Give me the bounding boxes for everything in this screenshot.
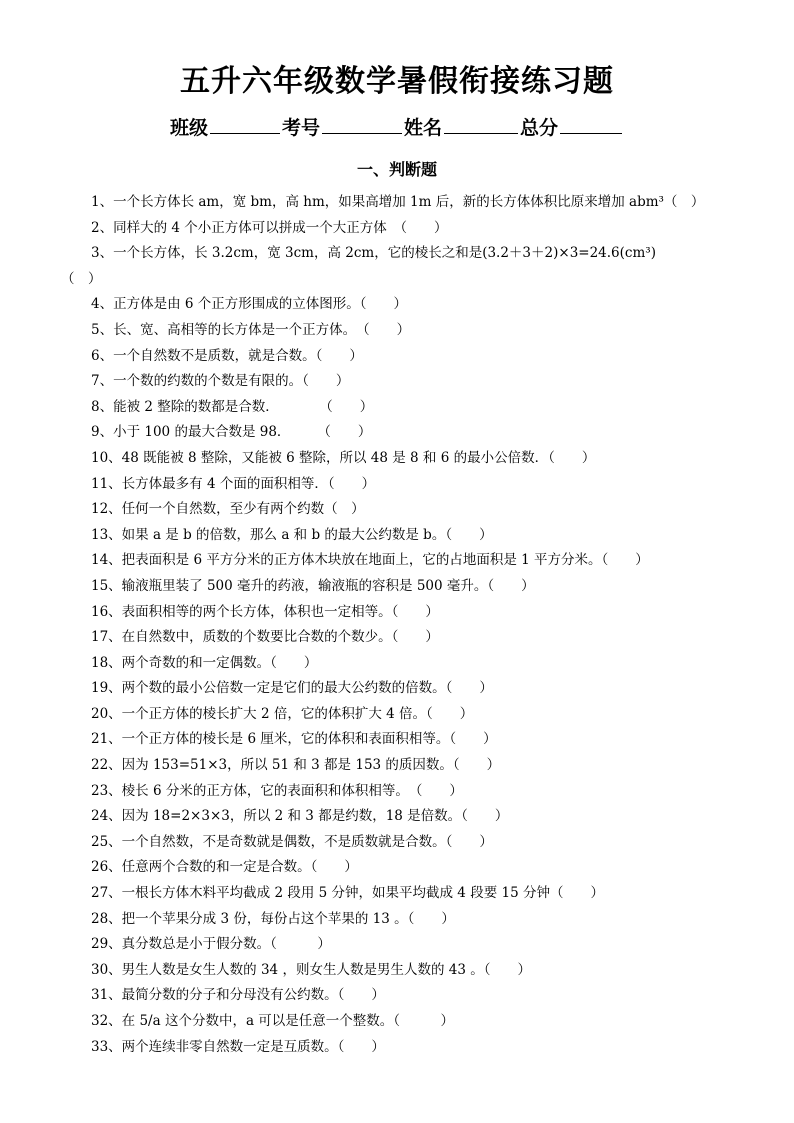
question-item: 11、长方体最多有 4 个面的面积相等．（ ） [91,475,376,492]
question-list [0,190,794,1060]
question-item: 9、小于 100 的最大合数是 98． （ ） [91,424,372,441]
name-blank[interactable] [444,115,518,134]
question-item: 29、真分数总是小于假分数。（ ） [91,936,331,953]
exam-number-blank[interactable] [322,115,402,134]
question-item: 30、男生人数是女生人数的 34 ，则女生人数是男生人数的 43 。（ ） [91,961,531,978]
class-label: 班级 [169,117,208,139]
question-item: 24、因为 18=2×3×3，所以 2 和 3 都是约数，18 是倍数。（ ） [91,808,509,825]
question-item: 19、两个数的最小公倍数一定是它们的最大公约数的倍数。（ ） [91,680,493,697]
question-item: 8、能被 2 整除的数都是合数． （ ） [91,398,374,415]
question-item: 10、48 既能被 8 整除，又能被 6 整除，所以 48 是 8 和 6 的最小公倍数．（ ） [91,449,596,466]
section-heading: 一、判断题 [356,160,437,179]
question-item: 25、一个自然数，不是奇数就是偶数，不是质数就是合数。（ ） [91,833,493,850]
question-item: 23、棱长 6 分米的正方体，它的表面积和体积相等。 （ ） [91,782,463,799]
question-text: 3、一个长方体，长 3.2cm，宽 3cm，高 2cm，它的棱长之和是(3.2＋3＋2)×3=24.6(cm³) [91,245,656,262]
question-item: 17、在自然数中，质数的个数要比合数的个数少。（ ） [91,629,439,646]
question-item: 21、一个正方体的棱长是 6 厘米，它的体积和表面积相等。（ ） [91,731,497,748]
question-item: 5、长、宽、高相等的长方体是一个正方体。 （ ） [91,321,411,338]
question-item: 32、在 5/a 这个分数中，a 可以是任意一个整数。（ ） [91,1013,455,1029]
question-item: 31、最简分数的分子和分母没有公约数。（ ） [91,987,385,1004]
question-item: 20、一个正方体的棱长扩大 2 倍，它的体积扩大 4 倍。（ ） [91,705,474,722]
question-item: 26、任意两个合数的和一定是合数。（ ） [91,859,358,876]
total-score-label: 总分 [520,117,559,139]
question-continuation: （ ） [61,270,102,287]
question-item: 27、一根长方体木料平均截成 2 段用 5 分钟，如果平均截成 4 段要 15 分钟（ ） [91,885,604,902]
student-info-line [0,114,794,142]
question-item: 6、一个自然数不是质数，就是合数。（ ） [91,347,363,364]
question-item: 18、两个奇数的和一定偶数。（ ） [91,654,318,671]
question-item: 2、同样大的 4 个小正方体可以拼成一个大正方体 （ ） [91,219,448,236]
question-item: 14、把表面积是 6 平方分米的正方体木块放在地面上，它的占地面积是 1 平方分米。（ ） [91,552,649,569]
question-item: 28、把一个苹果分成 3 份，每份占这个苹果的 13 。（ ） [91,910,455,927]
question-item: 22、因为 153=51×3，所以 51 和 3 都是 153 的质因数。（ ） [91,757,501,774]
question-item: 16、表面积相等的两个长方体，体积也一定相等。（ ） [91,603,439,620]
exam-number-label: 考号 [281,117,320,139]
class-blank[interactable] [210,115,280,134]
question-item: 12、任何一个自然数，至少有两个约数（ ） [91,501,365,518]
question-item: 4、正方体是由 6 个正方形围成的立体图形。（ ） [91,296,408,313]
question-item: 33、两个连续非零自然数一定是互质数。（ ） [91,1038,385,1055]
page-title: 五升六年级数学暑假衔接练习题 [180,64,614,99]
total-score-blank[interactable] [560,115,622,134]
question-item: 1、一个长方体长 am，宽 bm，高 hm，如果高增加 1m 后，新的长方体体积比原来增加 abm³（ ） [91,194,705,210]
question-item: 13、如果 a 是 b 的倍数，那么 a 和 b 的最大公约数是 b。（ ） [91,526,493,543]
question-item: 7、一个数的约数的个数是有限的。（ ） [91,373,350,390]
name-label: 姓名 [404,117,443,139]
question-item [0,241,794,292]
question-item: 15、输液瓶里装了 500 毫升的药液，输液瓶的容积是 500 毫升。（ ） [91,577,535,594]
